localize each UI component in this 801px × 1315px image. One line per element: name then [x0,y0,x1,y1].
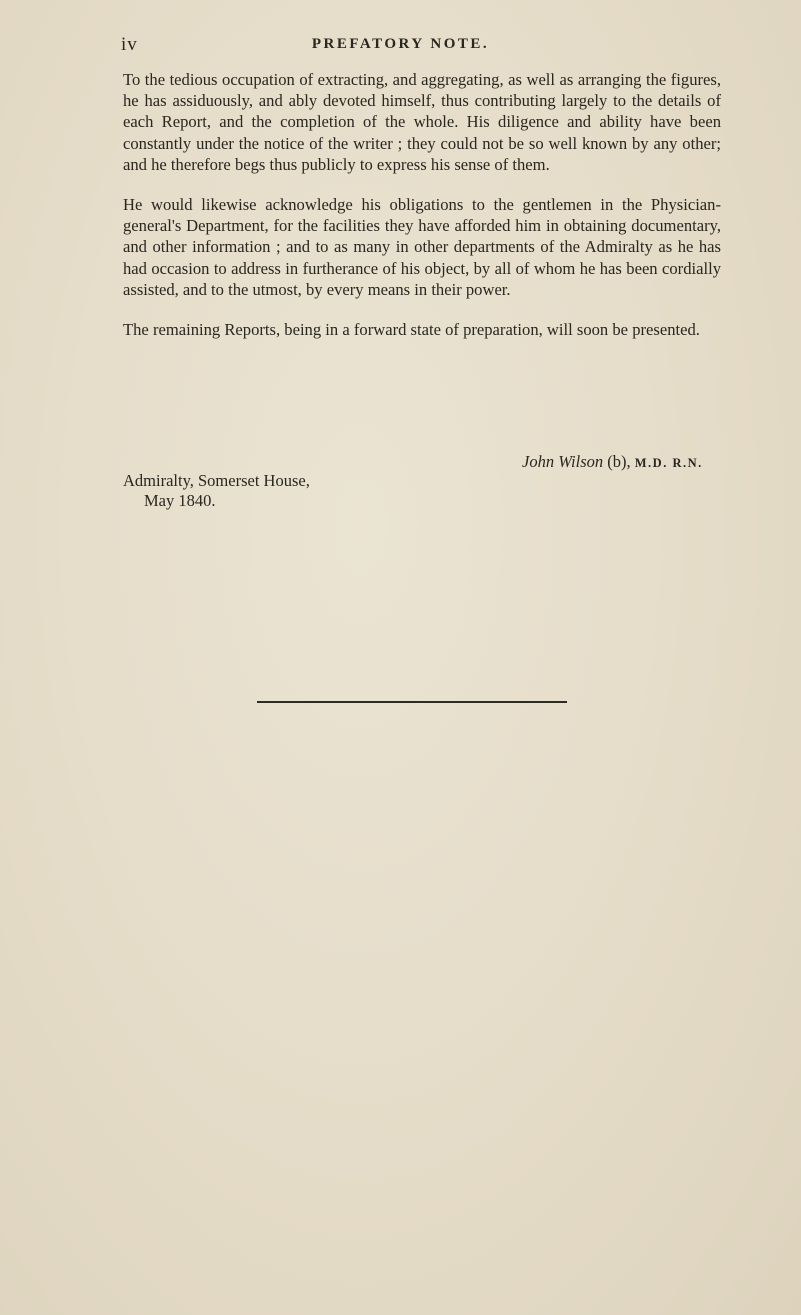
signature-name: John Wilson [522,452,604,471]
signature-suffix: (b), [603,452,635,471]
body-text [123,69,721,340]
signature [522,452,703,472]
paragraph: He would likewise acknowledge his obligations to the gentlemen in the Physician-general's Department, for the facilities they have afforded him in obtaining documentary, and other information ; and to as many in other departments of the Admiralty as he has had occasion to address in furtherance of his object, by all of whom he has been cordially assisted, and to the utmost, by every means in their power. [123,195,721,299]
running-head: PREFATORY NOTE. [311,36,490,52]
signature-degree: M.D. R.N. [634,456,703,470]
place-and-date [123,471,310,511]
paragraph: To the tedious occupation of extracting, and aggregating, as well as arranging the figures, he has assiduously, and ably devoted himself, thus contributing largely to the details of each Report, and the completion of the whole. His diligence and ability have been constantly under the notice of the writer ; they could not be so well known by any other; and he therefore begs thus publicly to express his sense of them. [123,70,721,174]
place-date: May 1840. [144,491,216,510]
paragraph: The remaining Reports, being in a forward state of preparation, will soon be presented. [123,320,700,340]
closing-rule [257,701,567,703]
place-location: Admiralty, Somerset House, [123,471,310,490]
page-number: iv [121,34,138,55]
